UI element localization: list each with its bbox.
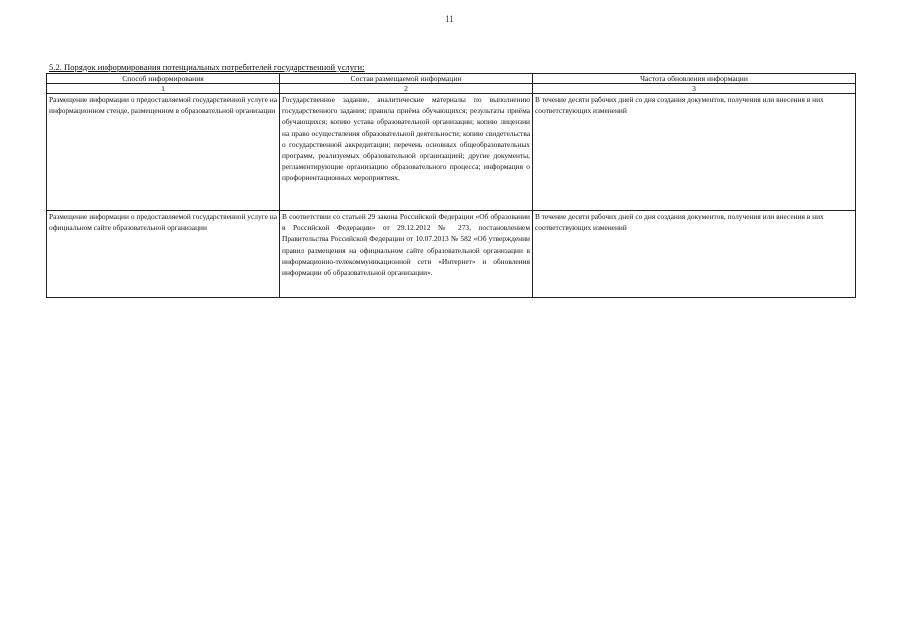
table-row <box>47 94 856 211</box>
column-number: 3 <box>533 84 856 94</box>
section-heading: 5.2. Порядок информирования потенциальных потребителей государственной услуги: <box>49 62 365 72</box>
column-header-method: Способ информирования <box>47 74 280 84</box>
column-header-content: Состав размещаемой информации <box>280 74 533 84</box>
table-row <box>47 211 856 298</box>
frequency-cell: В течение десяти рабочих дней со дня создания документов, получения или внесения в них соответствующих изменений <box>533 211 856 298</box>
content-cell: В соответствии со статьей 29 закона Российской Федерации «Об образовании в Российской Федерации» от 29.12.2012 № 273, постановлением Правительства Российской Федерации от 10.07.2013 № 582 «Об утверждении правил размещения на официальном сайте образовательной организации в информационно-телекоммуникационной сети «Интернет» и обновления информации об образовательной организации». <box>280 211 533 298</box>
information-table <box>46 73 856 298</box>
method-cell: Размещение информации о предоставляемой государственной услуге на информационном стенде, размещенном в образовательной организации <box>47 94 280 211</box>
page-number: 11 <box>445 14 454 24</box>
table-header-row <box>47 74 856 84</box>
column-number: 2 <box>280 84 533 94</box>
column-header-frequency: Частота обновления информации <box>533 74 856 84</box>
method-cell: Размещение информации о предоставляемой государственной услуге на официальном сайте образовательной организации <box>47 211 280 298</box>
column-number: 1 <box>47 84 280 94</box>
column-number-row <box>47 84 856 94</box>
frequency-cell: В течение десяти рабочих дней со дня создания документов, получения или внесения в них соответствующих изменений <box>533 94 856 211</box>
content-cell: Государственное задание, аналитические материалы по выполнению государственного задания; правила приёма обучающихся; результаты приёма обучающихся; копию устава образовательной организации; копию лицензии на право осуществления образовательной деятельности; копию свидетельства о государственной аккредитации; перечень основных общеобразовательных программ, реализуемых образовательной организацией; другие документы, регламентирующие организацию образовательного процесса; информация о профориентационных мероприятиях. <box>280 94 533 211</box>
